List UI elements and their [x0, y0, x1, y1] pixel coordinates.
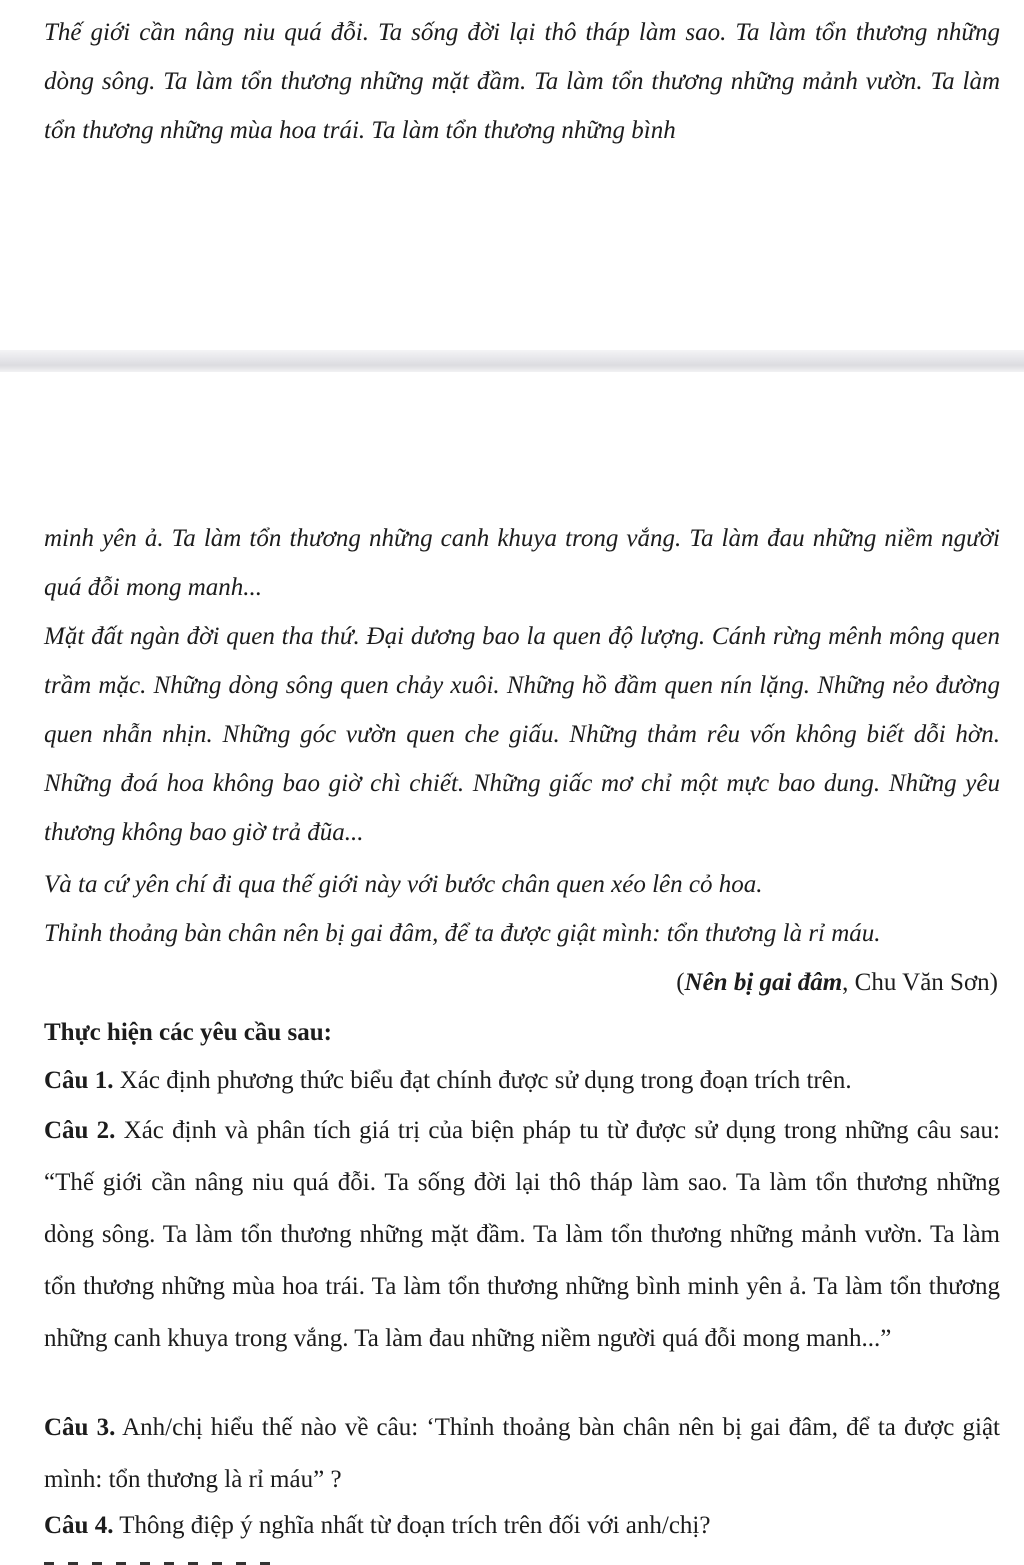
page-divider [0, 350, 1024, 372]
attribution-title: Nên bị gai đâm [684, 969, 843, 996]
passage-continued-block: minh yên ả. Ta làm tổn thương những canh khuya trong vắng. Ta làm đau những niềm người quá đỗi mong manh... [44, 525, 1000, 601]
attribution-author: , Chu Văn Sơn) [842, 969, 998, 996]
question-2-text: Xác định và phân tích giá trị của biện pháp tu từ được sử dụng trong những câu sau: “Thế giới cần nâng niu quá đỗi. Ta sống đời lại thô tháp làm sao. Ta làm tổn thương những dòng sông. Ta làm tổn thương những mặt đầm. Ta làm tổn thương những mảnh vườn. Ta làm tổn thương những mùa hoa trái. Ta làm tổn thương những bình minh yên ả. Ta làm tổn thương những canh khuya trong vắng. Ta làm đau những niềm người quá đỗi mong manh...” [44, 1117, 1000, 1352]
question-3-text: Anh/chị hiểu thế nào về câu: ‘Thỉnh thoảng bàn chân nên bị gai đâm, để ta được giật mình: tổn thương là rỉ máu” ? [44, 1414, 1000, 1493]
question-1-text: Xác định phương thức biểu đạt chính được sử dụng trong đoạn trích trên. [113, 1067, 852, 1094]
passage-paragraph-4: Thỉnh thoảng bàn chân nên bị gai đâm, để ta được giật mình: tổn thương là rỉ máu. [44, 920, 881, 947]
tasks-heading: Thực hiện các yêu cầu sau: [44, 1019, 332, 1046]
passage-paragraph-2: Mặt đất ngàn đời quen tha thứ. Đại dương bao la quen độ lượng. Cánh rừng mênh mông quen trầm mặc. Những dòng sông quen chảy xuôi. Những hồ đầm quen nín lặng. Những nẻo đường quen nhẫn nhịn. Những góc vườn quen che giấu. Những thảm rêu vốn không biết dỗi hờn. Những đoá hoa không bao giờ chì chiết. Những giấc mơ chỉ một mực bao dung. Những yêu thương không bao giờ trả đũa... [44, 623, 1000, 846]
passage-paragraph-3: Và ta cứ yên chí đi qua thế giới này với bước chân quen xéo lên cỏ hoa. [44, 871, 763, 898]
question-2-label: Câu 2. [44, 1117, 116, 1144]
question-4-text: Thông điệp ý nghĩa nhất từ đoạn trích trên đối với anh/chị? [113, 1512, 711, 1539]
question-4 [44, 1500, 1000, 1552]
question-3-label: Câu 3. [44, 1414, 116, 1441]
attribution [676, 958, 998, 1007]
cut-off-next-line [44, 1552, 304, 1565]
question-1 [44, 1055, 1000, 1107]
blank-gap [0, 160, 1024, 350]
question-2 [44, 1105, 1000, 1365]
passage-top-block: Thế giới cần nâng niu quá đỗi. Ta sống đời lại thô tháp làm sao. Ta làm tổn thương những dòng sông. Ta làm tổn thương những mặt đầm. Ta làm tổn thương những mảnh vườn. Ta làm tổn thương những mùa hoa trái. Ta làm tổn thương những bình [44, 19, 1000, 144]
question-4-label: Câu 4. [44, 1512, 114, 1539]
attribution-open: ( [676, 969, 685, 996]
question-1-label: Câu 1. [44, 1067, 114, 1094]
question-3 [44, 1402, 1000, 1506]
